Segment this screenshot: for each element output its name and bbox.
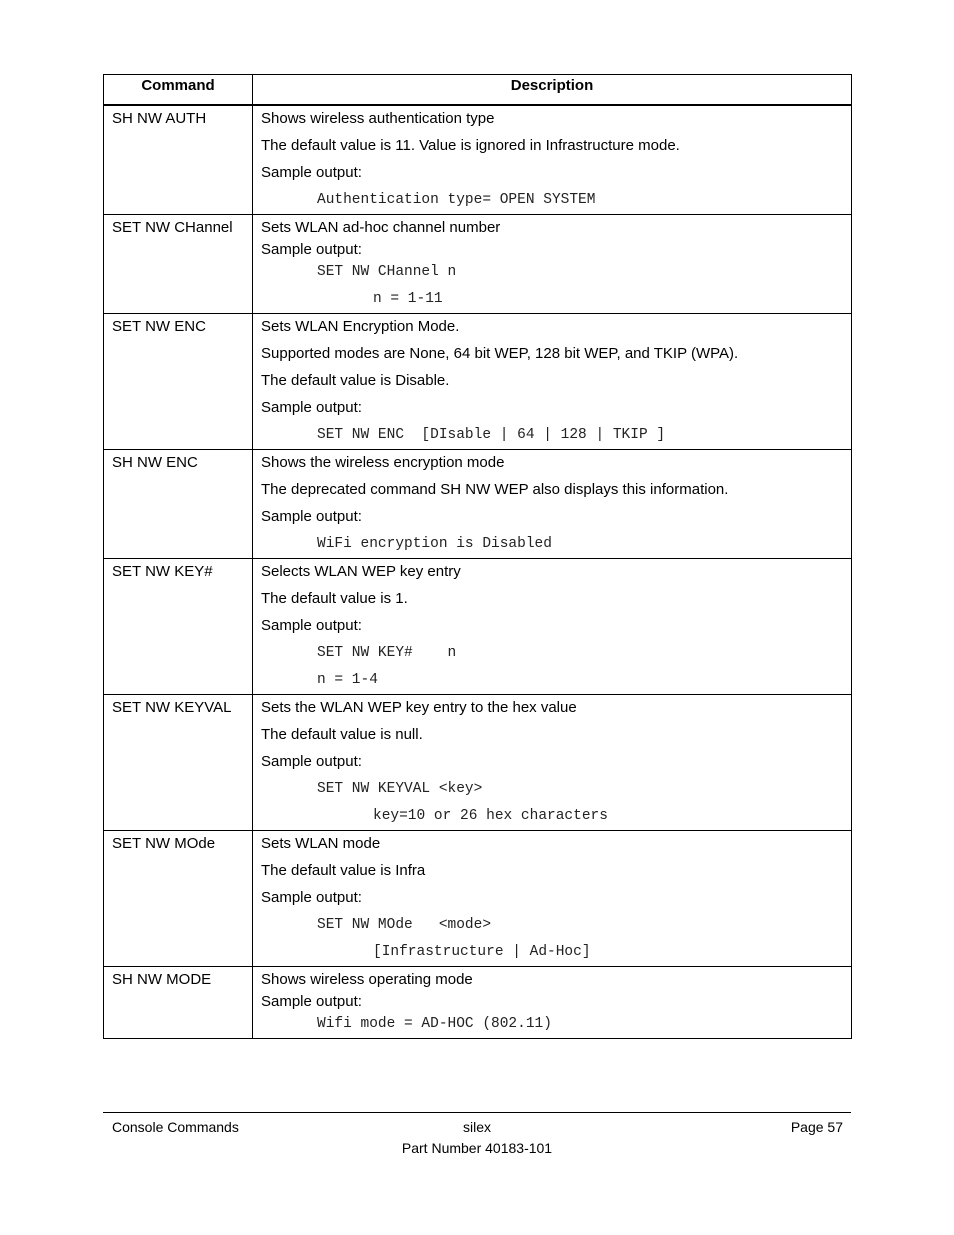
sample-output-code: SET NW MOde <mode> [317,917,492,933]
sample-output-code: Authentication type= OPEN SYSTEM [317,192,596,208]
command-cell: SET NW CHannel [104,215,253,314]
sample-output-code: SET NW CHannel n [317,264,457,280]
table-row [104,831,852,967]
description-cell [253,695,852,831]
description-line: Sample output: [261,753,362,770]
sample-output-code: SET NW KEYVAL <key> [317,781,483,797]
description-cell [253,967,852,1039]
footer-company: silex [462,1119,491,1135]
description-line: The default value is null. [261,726,423,743]
description-line: Shows wireless authentication type [261,110,495,127]
description-cell [253,559,852,695]
command-column-header: Command [104,75,253,106]
sample-output-code: SET NW ENC [DIsable | 64 | 128 | TKIP ] [317,427,666,443]
sample-output-code: Wifi mode = AD-HOC (802.11) [317,1016,552,1032]
command-cell: SET NW ENC [104,314,253,450]
table-row [104,314,852,450]
command-cell: SH NW AUTH [104,105,253,215]
description-line: Supported modes are None, 64 bit WEP, 128 bit WEP, and TKIP (WPA). [261,345,739,362]
footer-page-number: Page 57 [790,1119,843,1135]
description-line: The default value is Disable. [261,372,450,389]
description-cell [253,314,852,450]
description-line: Sample output: [261,889,362,906]
description-line: Shows wireless operating mode [261,971,473,988]
description-line: The deprecated command SH NW WEP also displays this information. [261,481,729,498]
footer-part-number: Part Number 40183-101 [401,1140,553,1156]
footer-section-title: Console Commands [112,1119,239,1135]
command-cell: SH NW ENC [104,450,253,559]
description-line: Sets WLAN mode [261,835,381,852]
description-column-header: Description [253,75,852,106]
command-table [103,74,852,1039]
description-line: Shows the wireless encryption mode [261,454,505,471]
description-line: Sample output: [261,164,362,181]
sample-output-code: SET NW KEY# n [317,645,457,661]
description-cell [253,450,852,559]
description-line: Sample output: [261,508,362,525]
description-line: Sample output: [261,241,362,258]
description-line: Sample output: [261,993,362,1010]
description-line: The default value is 1. [261,590,408,607]
table-row [104,215,852,314]
description-line: Sets the WLAN WEP key entry to the hex value [261,699,577,716]
description-line: The default value is Infra [261,862,426,879]
table-row [104,559,852,695]
sample-output-code: [Infrastructure | Ad-Hoc] [373,944,591,960]
table-row [104,105,852,215]
sample-output-code: n = 1-11 [373,291,443,307]
command-cell: SET NW MOde [104,831,253,967]
sample-output-code: key=10 or 26 hex characters [373,808,608,824]
description-line: The default value is 11. Value is ignored in Infrastructure mode. [261,137,680,154]
description-line: Sample output: [261,617,362,634]
description-line: Sample output: [261,399,362,416]
sample-output-code: WiFi encryption is Disabled [317,536,552,552]
description-line: Sets WLAN ad-hoc channel number [261,219,501,236]
command-cell: SH NW MODE [104,967,253,1039]
table-row [104,450,852,559]
table-header-row [104,75,852,106]
table-row [104,695,852,831]
description-cell [253,215,852,314]
command-cell: SET NW KEYVAL [104,695,253,831]
description-cell [253,831,852,967]
command-cell: SET NW KEY# [104,559,253,695]
sample-output-code: n = 1-4 [317,672,378,688]
description-cell [253,105,852,215]
description-line: Sets WLAN Encryption Mode. [261,318,460,335]
footer-divider [103,1112,851,1113]
description-line: Selects WLAN WEP key entry [261,563,461,580]
table-row [104,967,852,1039]
